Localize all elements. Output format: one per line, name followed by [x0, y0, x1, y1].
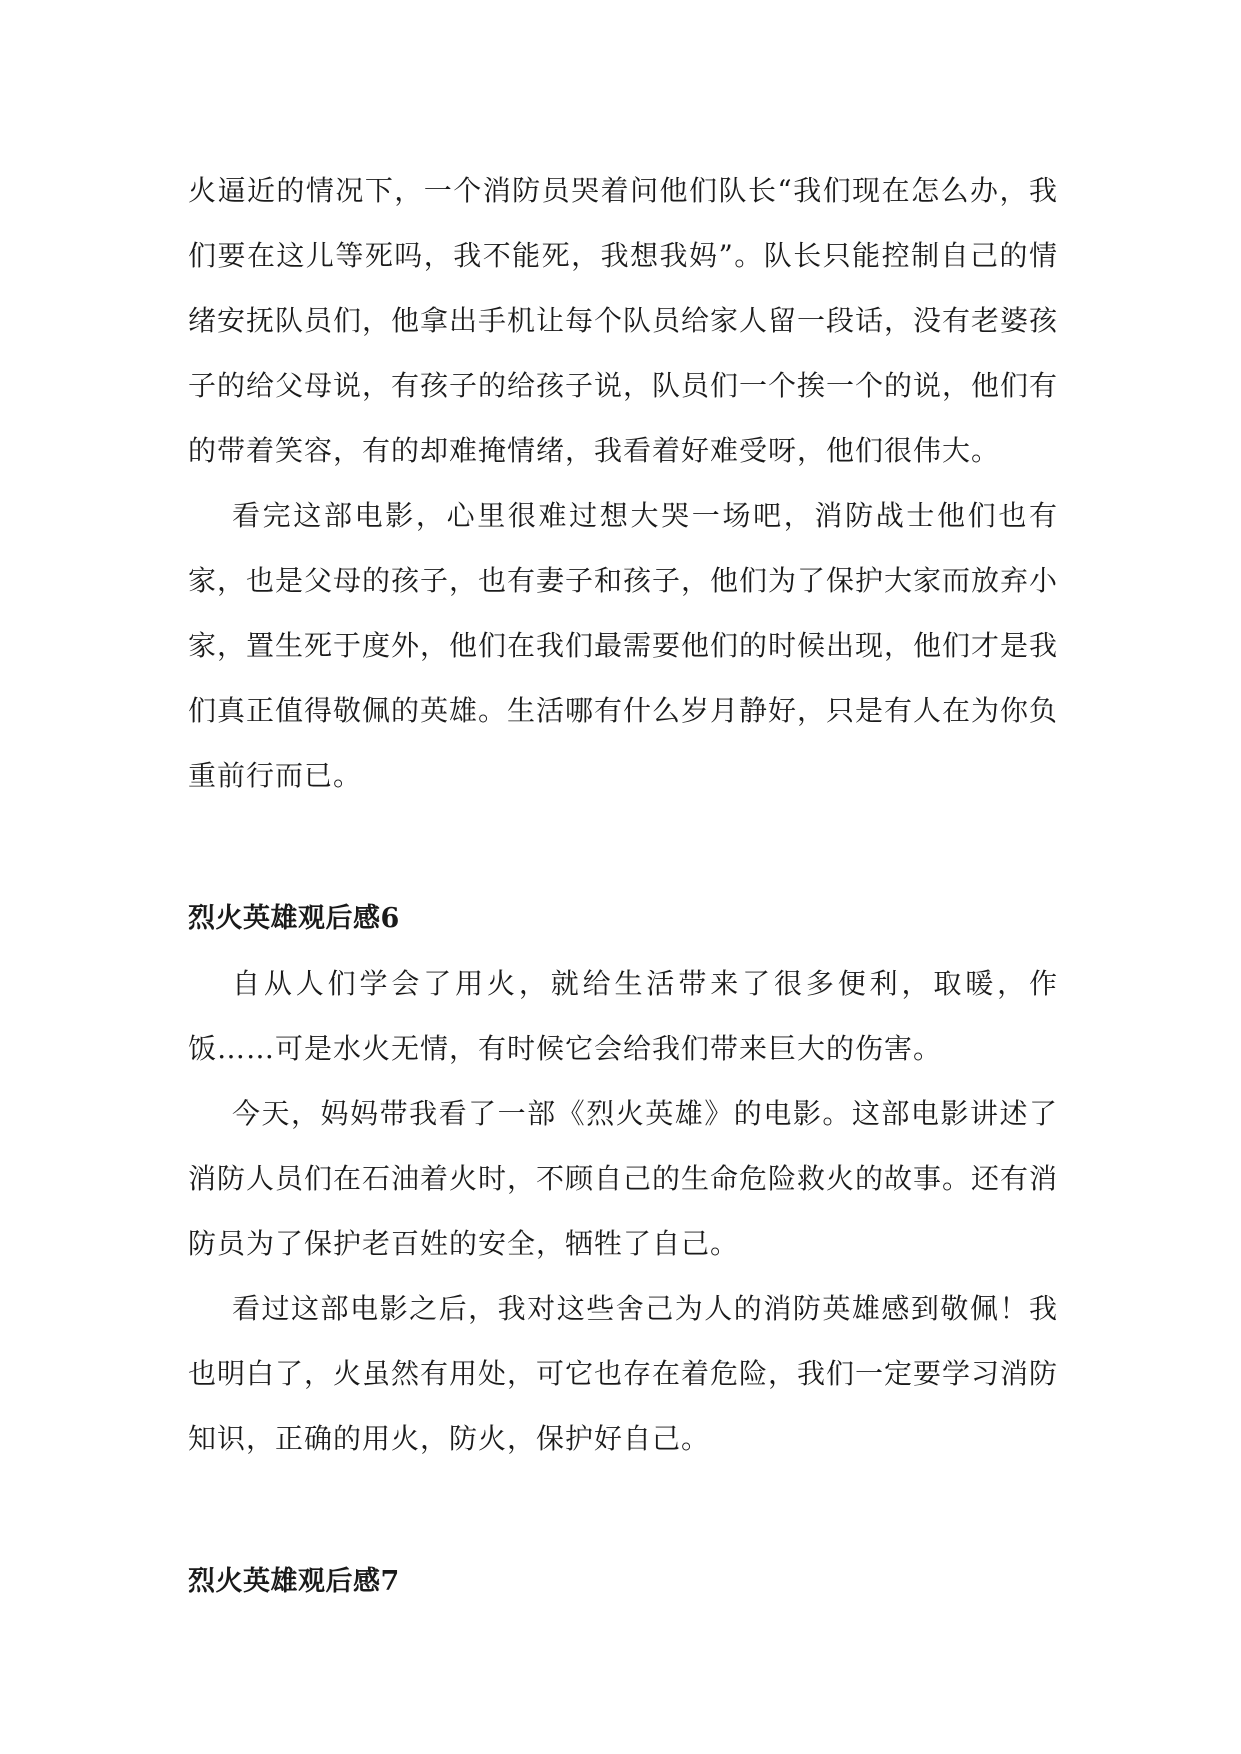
body-paragraph: 看过这部电影之后，我对这些舍己为人的消防英雄感到敬佩！我也明白了，火虽然有用处，可它也存在着危险，我们一定要学习消防知识，正确的用火，防火，保护好自己。 — [188, 1292, 1059, 1455]
body-paragraph: 自从人们学会了用火，就给生活带来了很多便利，取暖，作饭……可是水火无情，有时候它会给我们带来巨大的伤害。 — [188, 967, 1058, 1065]
section-heading: 烈火英雄观后感7 — [188, 1566, 400, 1597]
body-paragraph: 今天，妈妈带我看了一部《烈火英雄》的电影。这部电影讲述了消防人员们在石油着火时，不顾自己的生命危险救火的故事。还有消防员为了保护老百姓的安全，牺牲了自己。 — [188, 1097, 1059, 1260]
section-heading: 烈火英雄观后感6 — [188, 903, 400, 934]
body-paragraph: 火逼近的情况下，一个消防员哭着问他们队长“我们现在怎么办，我们要在这儿等死吗，我不能死，我想我妈”。队长只能控制自己的情绪安抚队员们，他拿出手机让每个队员给家人留一段话，没有老婆孩子的给父母说，有孩子的给孩子说，队员们一个挨一个的说，他们有的带着笑容，有的却难掩情绪，我看着好难受呀，他们很伟大。 — [188, 174, 1059, 467]
document-page — [188, 158, 1058, 1614]
essay-section — [188, 1549, 1058, 1614]
body-paragraph: 看完这部电影，心里很难过想大哭一场吧，消防战士他们也有家，也是父母的孩子，也有妻子和孩子，他们为了保护大家而放弃小家，置生死于度外，他们在我们最需要他们的时候出现，他们才是我们真正值得敬佩的英雄。生活哪有什么岁月静好，只是有人在为你负重前行而已。 — [188, 499, 1059, 792]
essay-section — [188, 886, 1058, 1471]
